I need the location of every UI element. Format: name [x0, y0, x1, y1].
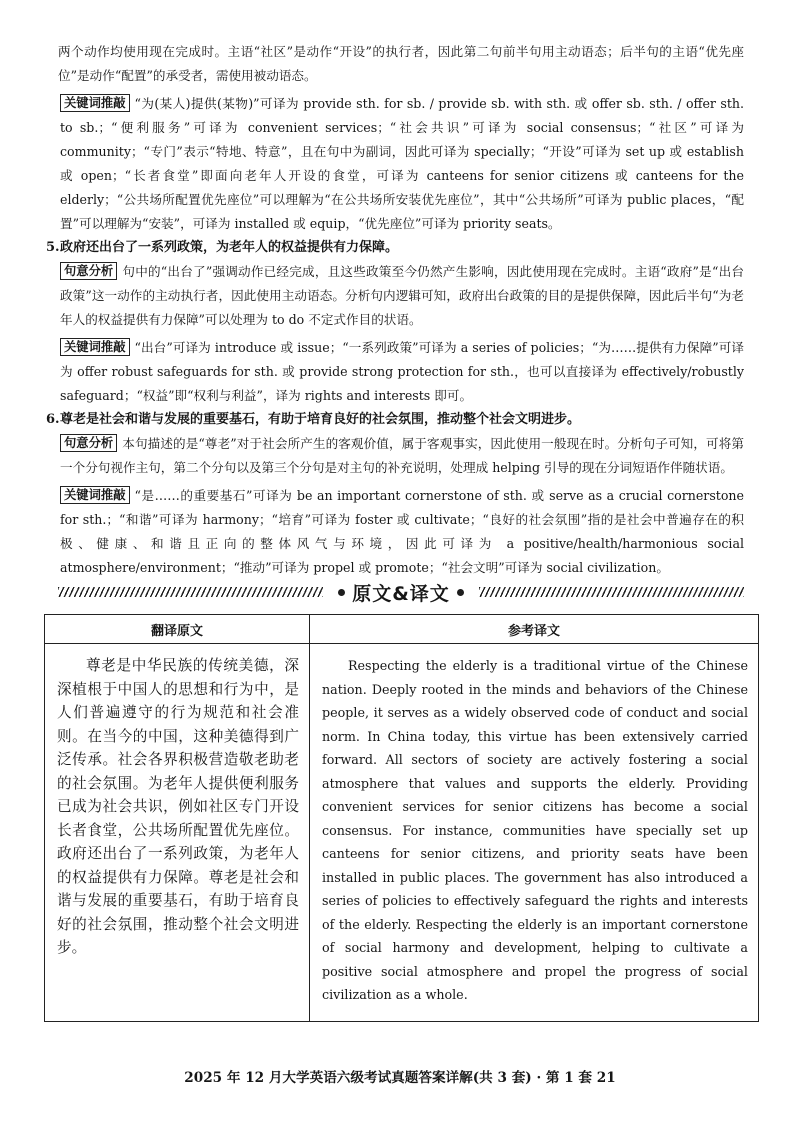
bullet-icon [457, 589, 464, 596]
section-divider [58, 576, 744, 608]
table-header-row [45, 615, 759, 644]
source-text: 尊老是中华民族的传统美德，深深植根于中国人的思想和行为中，是人们普遍遵守的行为规范和社会准则。在当今的中国，这种美德得到广泛传承。社会各界积极营造敬老助老的社会氛围。为老年人提供便利服务已成为社会共识，例如社区专门开设长者食堂，公共场所配置优先座位。政府还出台了一系列政策，为老年人的权益提供有力保障。尊老是社会和谐与发展的重要基石，有助于培育良好的社会氛围，推动整个社会文明进步。 [57, 657, 299, 956]
keyword-tag: 关键词推敲 [60, 338, 130, 356]
header-translation: 参考译文 [310, 615, 759, 644]
item-sentence: 政府还出台了一系列政策，为老年人的权益提供有力保障。 [60, 240, 399, 255]
section-title [323, 579, 479, 606]
source-cell [45, 644, 310, 1022]
section-title-text: 原文&译文 [352, 582, 450, 605]
analysis-section [46, 40, 744, 580]
item-sentence: 尊老是社会和谐与发展的重要基石，有助于培育良好的社会氛围，推动整个社会文明进步。 [60, 412, 581, 427]
keyword-text: “是……的重要基石”可译为 be an important cornerstone of sth. 或 serve as a crucial cornerstone for sth.；“和谐”可译为 harmony；“培育”可译为 foster 或 cultivate；“良好的社会氛围”指的是社会中普遍存在的积极、健康、和谐且正向的整体风气与环境，因此可译为 a positive/health/harmonious social atmosphere/environment；“推动”可译为 propel 或 promote；“社会文明”可译为 social civilization。 [60, 488, 744, 575]
analysis-tag: 句意分析 [60, 434, 117, 452]
keyword-tag: 关键词推敲 [60, 486, 130, 504]
analysis-text: 句中的“出台了”强调动作已经完成，且这些政策至今仍然产生影响，因此使用现在完成时。主语“政府”是“出台政策”这一动作的主动执行者，因此使用主动语态。分析句内逻辑可知，政府出台政策的目的是提供保障，因此后半句“为老年人的权益提供有力保障”可以处理为 to do 不定式作目的状语。 [60, 264, 744, 327]
item-6-heading [46, 408, 744, 432]
keyword-text: “为(某人)提供(某物)”可译为 provide sth. for sb. / provide sb. with sth. 或 offer sb. sth. / offer sth. to sb.；“便利服务”可译为 convenient services；“社会共识”可译为 social consensus；“社区”可译为 community；“专门”表示“特地、特意”，且在句中为副词，因此可译为 specially；“开设”可译为 set up 或 establish 或 open；“长者食堂”即面向老年人开设的食堂，可译为 canteens for senior citizens 或 canteens for the elderly；“公共场所配置优先座位”可以理解为“在公共场所安装优先座位”，其中“公共场所”可译为 public places，“配置”可以理解为“安装”，可译为 installed 或 equip，“优先座位”可译为 priority seats。 [60, 96, 744, 231]
analysis-text: 本句描述的是“尊老”对于社会所产生的客观价值，属于客观事实，因此使用一般现在时。分析句子可知，可将第一个分句视作主句，第二个分句以及第三个分句是对主句的补充说明，处理成 helping 引导的现在分词短语作伴随状语。 [60, 436, 744, 475]
paragraph-sentence-analysis-5 [58, 260, 744, 332]
item-number: 5. [46, 240, 60, 255]
hatch-right-decoration [479, 587, 744, 597]
translation-text: Respecting the elderly is a traditional virtue of the Chinese nation. Deeply rooted in the minds and behaviors of the Chinese people, it serves as a widely observed code of conduct and social norm. In China today, this virtue has been extensively carried forward. All sectors of society are actively fostering a social atmosphere that values and supports the elderly. Providing convenient services for senior citizens has become a social consensus. For instance, communities have specially set up canteens for senior citizens, and priority seats have been installed in public places. The government has also introduced a series of policies to effectively safeguard the rights and interests of the elderly. Respecting the elderly is an important cornerstone of social harmony and development, helping to cultivate a positive social atmosphere and propel the progress of social civilization as a whole. [322, 658, 748, 1002]
analysis-tag: 句意分析 [60, 262, 117, 280]
keyword-text: “出台”可译为 introduce 或 issue；“一系列政策”可译为 a series of policies；“为……提供有力保障”可译为 offer robust safeguards for sth. 或 provide strong protection for sth.，也可以直接译为 effectively/robustly safeguard；“权益”即“权利与利益”，译为 rights and interests 即可。 [60, 340, 744, 403]
paragraph-keyword-5 [58, 336, 744, 408]
paragraph-keyword-4 [58, 92, 744, 236]
paragraph-voice-explanation: 两个动作均使用现在完成时。主语“社区”是动作“开设”的执行者，因此第二句前半句用主动语态；后半句的主语“优先座位”是动作“配置”的承受者，需使用被动语态。 [58, 44, 744, 83]
keyword-tag: 关键词推敲 [60, 94, 130, 112]
translation-table [44, 614, 759, 1022]
paragraph-sentence-analysis-6 [58, 432, 744, 480]
translation-cell [310, 644, 759, 1022]
table-row [45, 644, 759, 1022]
paragraph-keyword-6 [58, 484, 744, 580]
item-5-heading [46, 236, 744, 260]
header-source: 翻译原文 [45, 615, 310, 644]
item-number: 6. [46, 412, 60, 427]
bullet-icon [338, 589, 345, 596]
hatch-left-decoration [58, 587, 323, 597]
page-footer: 2025 年 12 月大学英语六级考试真题答案详解(共 3 套) · 第 1 套 21 [184, 1070, 616, 1086]
